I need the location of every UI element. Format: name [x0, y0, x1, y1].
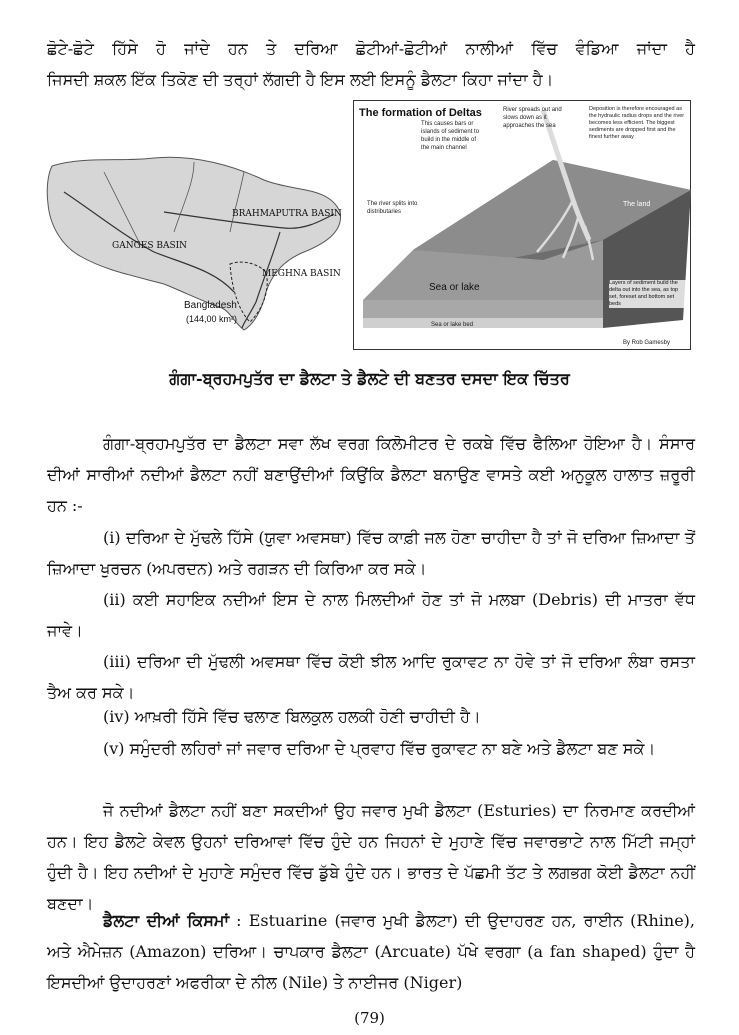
note-bars: [421, 120, 481, 180]
diagram-title: The formation of Deltas: [359, 107, 482, 119]
page-number: (79): [354, 1009, 385, 1027]
note-river-spreads-text: River spreads out and slows down as it approaches the sea: [503, 107, 562, 129]
note-layers-text: Layers of sediment build the delta out into the sea, as top set, foreset and bottom set beds: [609, 280, 687, 308]
note-river-spreads: [503, 106, 573, 146]
note-land: The land: [623, 201, 651, 208]
paragraph-3: [47, 905, 695, 998]
list-item-4: (iv) ਆਖ਼ਰੀ ਹਿੱਸੇ ਵਿੱਚ ਢਲਾਣ ਬਿਲਕੁਲ ਹਲਕੀ ਹੋਣੀ ਚਾਹੀਦੀ ਹੈ।: [103, 707, 481, 726]
paragraph-2: ਜੋ ਨਦੀਆਂ ਡੈਲਟਾ ਨਹੀਂ ਬਣਾ ਸਕਦੀਆਂ ਉਹ ਜਵਾਰ ਮੁਖੀ ਡੈਲਟਾ (Esturies) ਦਾ ਨਿਰਮਾਣ ਕਰਦੀਆਂ ਹਨ। ਇਹ ਡੈਲਟੇ ਕੇਵਲ ਉਹਨਾਂ ਦਰਿਆਵਾਂ ਵਿੱਚ ਹੁੰਦੇ ਹਨ ਜਿਹਨਾਂ ਦੇ ਮੁਹਾਣੇ ਵਿੱਚ ਜਵਾਰਭਾਟੇ ਨਾਲ ਮਿੱਟੀ ਜਮ੍ਹਾਂ ਹੁੰਦੀ ਹੈ। ਇਹ ਨਦੀਆਂ ਦੇ ਮੁਹਾਣੇ ਸਮੁੰਦਰ ਵਿੱਚ ਡੁੱਬੇ ਹੁੰਦੇ ਹਨ। ਭਾਰਤ ਦੇ ਪੱਛਮੀ ਤੱਟ ਤੇ ਲਗਭਗ ਕੋਈ ਡੈਲਟਾ ਨਹੀਂ ਬਣਦਾ।: [47, 801, 695, 913]
sea-section: [363, 300, 603, 318]
delta-types-heading: ਡੈਲਟਾ ਦੀਆਂ ਕਿਸਮਾਂ: [103, 911, 229, 930]
area-label: (144,00 km²): [186, 314, 238, 324]
note-split-text: The river splits into distributaries: [367, 201, 418, 215]
credit-label: By Rob Gamesby: [623, 340, 671, 346]
bangladesh-label: Bangladesh: [184, 300, 237, 311]
note-bars-text: This causes bars or islands of sediment to build in the middle of the main channel: [421, 121, 480, 151]
note-deposition-text: Deposition is therefore encouraged as the hydraulic radius drops and the river becomes less efficient. The biggest sediments are dropped first and the finest further away: [589, 106, 685, 140]
note-deposition: [589, 106, 687, 176]
list-item-3: (iii) ਦਰਿਆ ਦੀ ਮੁੱਢਲੀ ਅਵਸਥਾ ਵਿੱਚ ਕੋਈ ਝੀਲ ਆਦਿ ਰੁਕਾਵਟ ਨਾ ਹੋਵੇ ਤਾਂ ਜੋ ਦਰਿਆ ਲੰਬਾ ਰਸਤਾ ਤੈਅ ਕਰ ਸਕੇ।: [47, 652, 695, 702]
note-split: [367, 200, 427, 230]
bed-section: [363, 318, 603, 328]
intro-paragraph: [47, 33, 695, 95]
ganges-basin-label: GANGES BASIN: [112, 241, 188, 251]
paragraph-3-text: : Estuarine (ਜਵਾਰ ਮੁਖੀ ਡੈਲਟਾ) ਦੀ ਉਦਾਹਰਣ ਹਨ, ਰਾਈਨ (Rhine), ਅਤੇ ਐਮੇਜ਼ਨ (Amazon) ਦਰਿਆ। ਚਾਪਕਾਰ ਡੈਲਟਾ (Arcuate) ਪੱਖੇ ਵਰਗਾ (a fan shaped) ਹੁੰਦਾ ਹੈ ਇਸਦੀਆਂ ਉਦਾਹਰਣਾਂ ਅਫਰੀਕਾ ਦੇ ਨੀਲ (Nile) ਤੇ ਨਾਈਜਰ (Niger): [47, 911, 695, 992]
list-item-1: (i) ਦਰਿਆ ਦੇ ਮੁੱਢਲੇ ਹਿੱਸੇ (ਯੁਵਾ ਅਵਸਥਾ) ਵਿੱਚ ਕਾਫ਼ੀ ਜਲ ਹੋਣਾ ਚਾਹੀਦਾ ਹੈ ਤਾਂ ਜੋ ਦਰਿਆ ਜ਼ਿਆਦਾ ਤੋਂ ਜ਼ਿਆਦਾ ਖੁਰਚਨ (ਅਪਰਦਨ) ਅਤੇ ਰਗੜਨ ਦੀ ਕਿਰਿਆ ਕਰ ਸਕੇ।: [47, 528, 695, 578]
ganges-brahmaputra-map: [44, 152, 344, 342]
bed-label: Sea or lake bed: [431, 322, 474, 328]
note-layers: [609, 280, 687, 330]
meghna-basin-label: MEGHNA BASIN: [262, 269, 341, 279]
paragraph-1: ਗੰਗਾ-ਬ੍ਰਹਮਪੁਤੱਰ ਦਾ ਡੈਲਟਾ ਸਵਾ ਲੱਖ ਵਰਗ ਕਿਲੋਮੀਟਰ ਦੇ ਰਕਬੇ ਵਿੱਚ ਫੈਲਿਆ ਹੋਇਆ ਹੈ। ਸੰਸਾਰ ਦੀਆਂ ਸਾਰੀਆਂ ਨਦੀਆਂ ਡੈਲਟਾ ਨਹੀਂ ਬਣਾਉਂਦੀਆਂ ਕਿਉਂਕਿ ਡੈਲਟਾ ਬਨਾਉਣ ਵਾਸਤੇ ਕਈ ਅਨੁਕੂਲ ਹਾਲਾਤ ਜ਼ਰੂਰੀ ਹਨ :-: [47, 434, 695, 515]
list-item-2: (ii) ਕਈ ਸਹਾਇਕ ਨਦੀਆਂ ਇਸ ਦੇ ਨਾਲ ਮਿਲਦੀਆਂ ਹੋਣ ਤਾਂ ਜੋ ਮਲਬਾ (Debris) ਦੀ ਮਾਤਰਾ ਵੱਧ ਜਾਵੇ।: [47, 590, 695, 640]
delta-formation-diagram: [353, 100, 691, 350]
brahmaputra-basin-label: BRAHMAPUTRA BASIN: [232, 209, 342, 219]
list-item-5: (v) ਸਮੁੰਦਰੀ ਲਹਿਰਾਂ ਜਾਂ ਜਵਾਰ ਦਰਿਆ ਦੇ ਪ੍ਰਵਾਹ ਵਿੱਚ ਰੁਕਾਵਟ ਨਾ ਬਣੇ ਅਤੇ ਡੈਲਟਾ ਬਣ ਸਕੇ।: [103, 739, 656, 758]
intro-line-1: ਛੋਟੇ-ਛੋਟੇ ਹਿੱਸੇ ਹੋ ਜਾਂਦੇ ਹਨ ਤੇ ਦਰਿਆ ਛੋਟੀਆਂ-ਛੋਟੀਆਂ ਨਾਲੀਆਂ ਵਿੱਚ ਵੰਡਿਆ ਜਾਂਦਾ ਹੈ: [47, 39, 695, 58]
intro-line-2: ਜਿਸਦੀ ਸ਼ਕਲ ਇੱਕ ਤਿਕੋਣ ਦੀ ਤਰ੍ਹਾਂ ਲੱਗਦੀ ਹੈ ਇਸ ਲਈ ਇਸਨੂੰ ਡੈਲਟਾ ਕਿਹਾ ਜਾਂਦਾ ਹੈ।: [47, 70, 554, 89]
figure-caption: ਗੰਗਾ-ਬ੍ਰਹਮਪੁਤੱਰ ਦਾ ਡੈਲਟਾ ਤੇ ਡੈਲਟੇ ਦੀ ਬਣਤਰ ਦਸਦਾ ਇਕ ਚਿੱਤਰ: [169, 369, 570, 388]
sea-label: Sea or lake: [429, 282, 480, 293]
